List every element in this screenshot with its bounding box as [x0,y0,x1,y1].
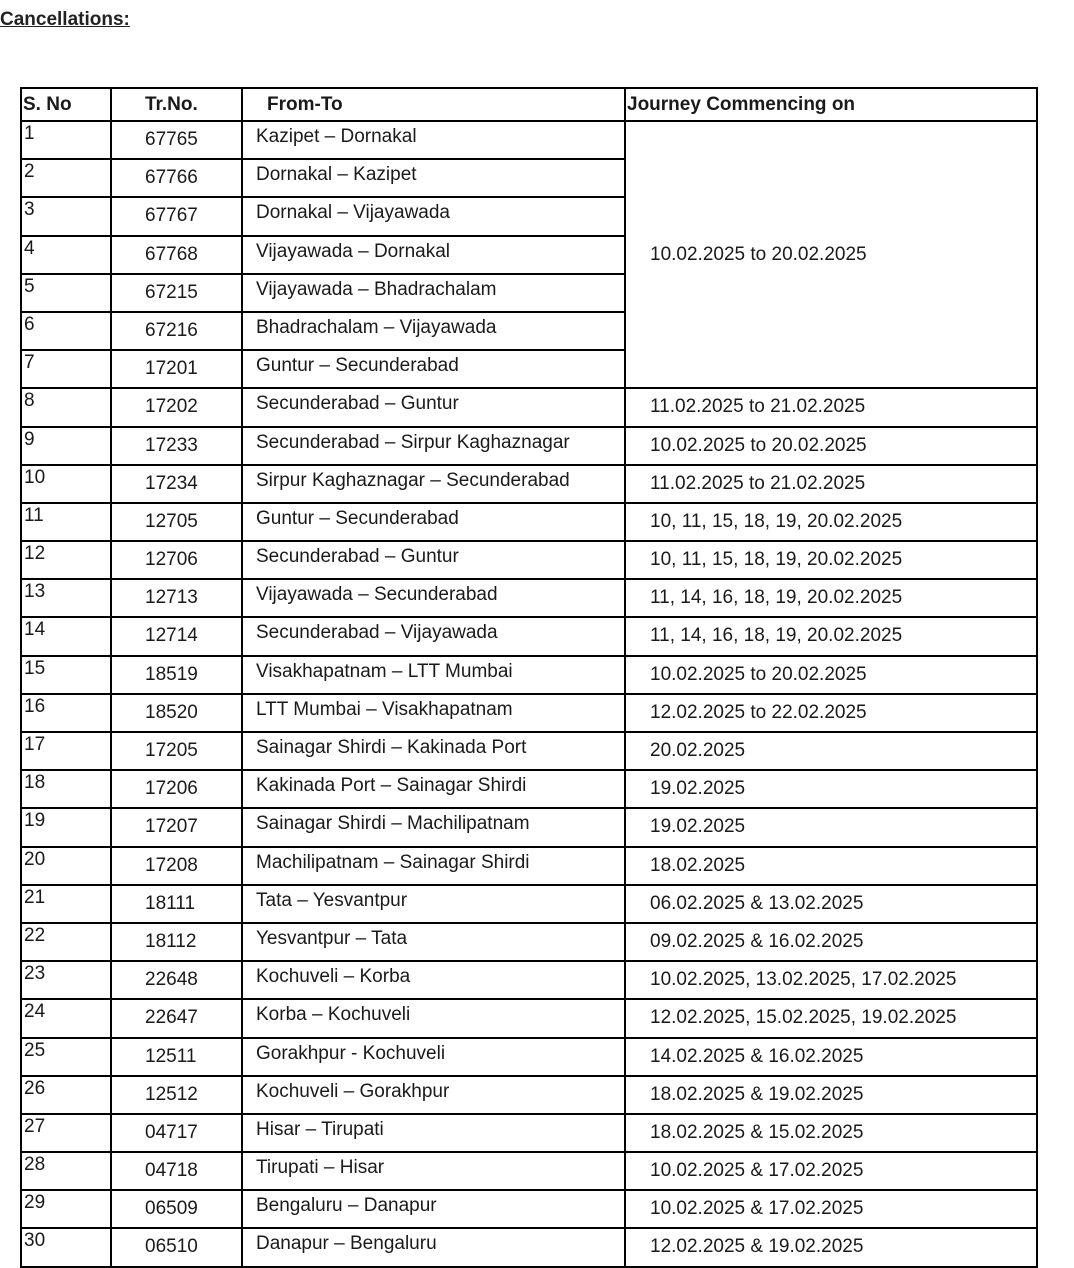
journey-date-cell: 10, 11, 15, 18, 19, 20.02.2025 [625,503,1037,541]
route-cell: Korba – Kochuveli [242,999,625,1037]
route-cell: Dornakal – Vijayawada [242,197,625,235]
sno-cell: 18 [21,770,111,808]
route-cell: Secunderabad – Sirpur Kaghaznagar [242,427,625,465]
journey-date-cell: 14.02.2025 & 16.02.2025 [625,1038,1037,1076]
route-cell: Gorakhpur - Kochuveli [242,1038,625,1076]
journey-date-cell: 11, 14, 16, 18, 19, 20.02.2025 [625,617,1037,655]
column-header-sno: S. No [21,88,111,121]
train-number-cell: 06509 [111,1190,242,1228]
sno-cell: 19 [21,808,111,846]
sno-cell: 25 [21,1038,111,1076]
table-row [21,656,1037,694]
route-cell: Danapur – Bengaluru [242,1228,625,1266]
sno-cell: 15 [21,656,111,694]
route-cell: Hisar – Tirupati [242,1114,625,1152]
train-number-cell: 67767 [111,197,242,235]
train-number-cell: 04718 [111,1152,242,1190]
journey-date-cell: 18.02.2025 & 15.02.2025 [625,1114,1037,1152]
journey-date-cell: 12.02.2025 to 22.02.2025 [625,694,1037,732]
sno-cell: 2 [21,159,111,197]
table-body [21,121,1037,1267]
route-cell: Secunderabad – Vijayawada [242,617,625,655]
journey-date-cell: 18.02.2025 [625,847,1037,885]
sno-cell: 7 [21,350,111,388]
sno-cell: 28 [21,1152,111,1190]
sno-cell: 20 [21,847,111,885]
journey-date-cell: 18.02.2025 & 19.02.2025 [625,1076,1037,1114]
sno-cell: 4 [21,236,111,274]
route-cell: Guntur – Secunderabad [242,503,625,541]
journey-date-cell: 06.02.2025 & 13.02.2025 [625,885,1037,923]
journey-date-cell: 09.02.2025 & 16.02.2025 [625,923,1037,961]
train-number-cell: 18111 [111,885,242,923]
route-cell: Sirpur Kaghaznagar – Secunderabad [242,465,625,503]
table-row [21,847,1037,885]
train-number-cell: 12511 [111,1038,242,1076]
sno-cell: 17 [21,732,111,770]
route-cell: Kochuveli – Korba [242,961,625,999]
sno-cell: 30 [21,1228,111,1266]
train-number-cell: 17208 [111,847,242,885]
sno-cell: 21 [21,885,111,923]
page-heading: Cancellations: [0,9,130,30]
train-number-cell: 06510 [111,1228,242,1266]
sno-cell: 23 [21,961,111,999]
table-row [21,808,1037,846]
train-number-cell: 18112 [111,923,242,961]
table-row [21,732,1037,770]
train-number-cell: 67216 [111,312,242,350]
route-cell: Secunderabad – Guntur [242,388,625,426]
table-row [21,503,1037,541]
sno-cell: 8 [21,388,111,426]
sno-cell: 26 [21,1076,111,1114]
train-number-cell: 17233 [111,427,242,465]
table-row [21,999,1037,1037]
sno-cell: 1 [21,121,111,159]
column-header-from-to: From-To [242,88,625,121]
train-number-cell: 67768 [111,236,242,274]
journey-date-cell: 12.02.2025, 15.02.2025, 19.02.2025 [625,999,1037,1037]
table-row [21,579,1037,617]
sno-cell: 10 [21,465,111,503]
route-cell: Sainagar Shirdi – Kakinada Port [242,732,625,770]
sno-cell: 5 [21,274,111,312]
sno-cell: 14 [21,617,111,655]
journey-date-cell: 12.02.2025 & 19.02.2025 [625,1228,1037,1266]
train-number-cell: 17207 [111,808,242,846]
table-row [21,1228,1037,1266]
table-row [21,617,1037,655]
table-row [21,1152,1037,1190]
journey-date-cell: 20.02.2025 [625,732,1037,770]
train-number-cell: 67766 [111,159,242,197]
train-number-cell: 22648 [111,961,242,999]
table-row [21,465,1037,503]
table-row [21,1038,1037,1076]
table-row [21,1190,1037,1228]
journey-date-cell: 10.02.2025 to 20.02.2025 [625,427,1037,465]
table-row [21,961,1037,999]
sno-cell: 24 [21,999,111,1037]
sno-cell: 27 [21,1114,111,1152]
train-number-cell: 12706 [111,541,242,579]
route-cell: Tata – Yesvantpur [242,885,625,923]
train-number-cell: 67215 [111,274,242,312]
route-cell: Yesvantpur – Tata [242,923,625,961]
route-cell: Bhadrachalam – Vijayawada [242,312,625,350]
sno-cell: 3 [21,197,111,235]
route-cell: Sainagar Shirdi – Machilipatnam [242,808,625,846]
table-row [21,121,1037,159]
route-cell: Kakinada Port – Sainagar Shirdi [242,770,625,808]
route-cell: Vijayawada – Bhadrachalam [242,274,625,312]
train-number-cell: 12512 [111,1076,242,1114]
train-number-cell: 12714 [111,617,242,655]
journey-date-cell: 11, 14, 16, 18, 19, 20.02.2025 [625,579,1037,617]
column-header-journey-date: Journey Commencing on [625,88,1037,121]
sno-cell: 6 [21,312,111,350]
table-row [21,694,1037,732]
train-number-cell: 17206 [111,770,242,808]
route-cell: Bengaluru – Danapur [242,1190,625,1228]
cancellations-table [20,87,1038,1268]
route-cell: Tirupati – Hisar [242,1152,625,1190]
journey-date-cell: 10.02.2025 to 20.02.2025 [625,121,1037,388]
train-number-cell: 12705 [111,503,242,541]
route-cell: Machilipatnam – Sainagar Shirdi [242,847,625,885]
train-number-cell: 17205 [111,732,242,770]
table-row [21,770,1037,808]
train-number-cell: 17201 [111,350,242,388]
table-row [21,1076,1037,1114]
journey-date-cell: 11.02.2025 to 21.02.2025 [625,388,1037,426]
table-row [21,1114,1037,1152]
journey-date-cell: 10, 11, 15, 18, 19, 20.02.2025 [625,541,1037,579]
train-number-cell: 18519 [111,656,242,694]
table-row [21,541,1037,579]
train-number-cell: 22647 [111,999,242,1037]
train-number-cell: 17234 [111,465,242,503]
sno-cell: 9 [21,427,111,465]
table-header-row [21,88,1037,121]
route-cell: Vijayawada – Secunderabad [242,579,625,617]
train-number-cell: 12713 [111,579,242,617]
route-cell: Vijayawada – Dornakal [242,236,625,274]
route-cell: Visakhapatnam – LTT Mumbai [242,656,625,694]
journey-date-cell: 10.02.2025, 13.02.2025, 17.02.2025 [625,961,1037,999]
journey-date-cell: 10.02.2025 & 17.02.2025 [625,1190,1037,1228]
column-header-trno: Tr.No. [111,88,242,121]
journey-date-cell: 10.02.2025 to 20.02.2025 [625,656,1037,694]
sno-cell: 16 [21,694,111,732]
sno-cell: 22 [21,923,111,961]
journey-date-cell: 10.02.2025 & 17.02.2025 [625,1152,1037,1190]
route-cell: Kochuveli – Gorakhpur [242,1076,625,1114]
train-number-cell: 18520 [111,694,242,732]
sno-cell: 12 [21,541,111,579]
sno-cell: 13 [21,579,111,617]
train-number-cell: 04717 [111,1114,242,1152]
journey-date-cell: 19.02.2025 [625,770,1037,808]
route-cell: Guntur – Secunderabad [242,350,625,388]
route-cell: Dornakal – Kazipet [242,159,625,197]
sno-cell: 11 [21,503,111,541]
table-row [21,923,1037,961]
journey-date-cell: 19.02.2025 [625,808,1037,846]
train-number-cell: 17202 [111,388,242,426]
table-row [21,388,1037,426]
journey-date-cell: 11.02.2025 to 21.02.2025 [625,465,1037,503]
train-number-cell: 67765 [111,121,242,159]
route-cell: LTT Mumbai – Visakhapatnam [242,694,625,732]
route-cell: Kazipet – Dornakal [242,121,625,159]
table-row [21,427,1037,465]
sno-cell: 29 [21,1190,111,1228]
route-cell: Secunderabad – Guntur [242,541,625,579]
table-row [21,885,1037,923]
